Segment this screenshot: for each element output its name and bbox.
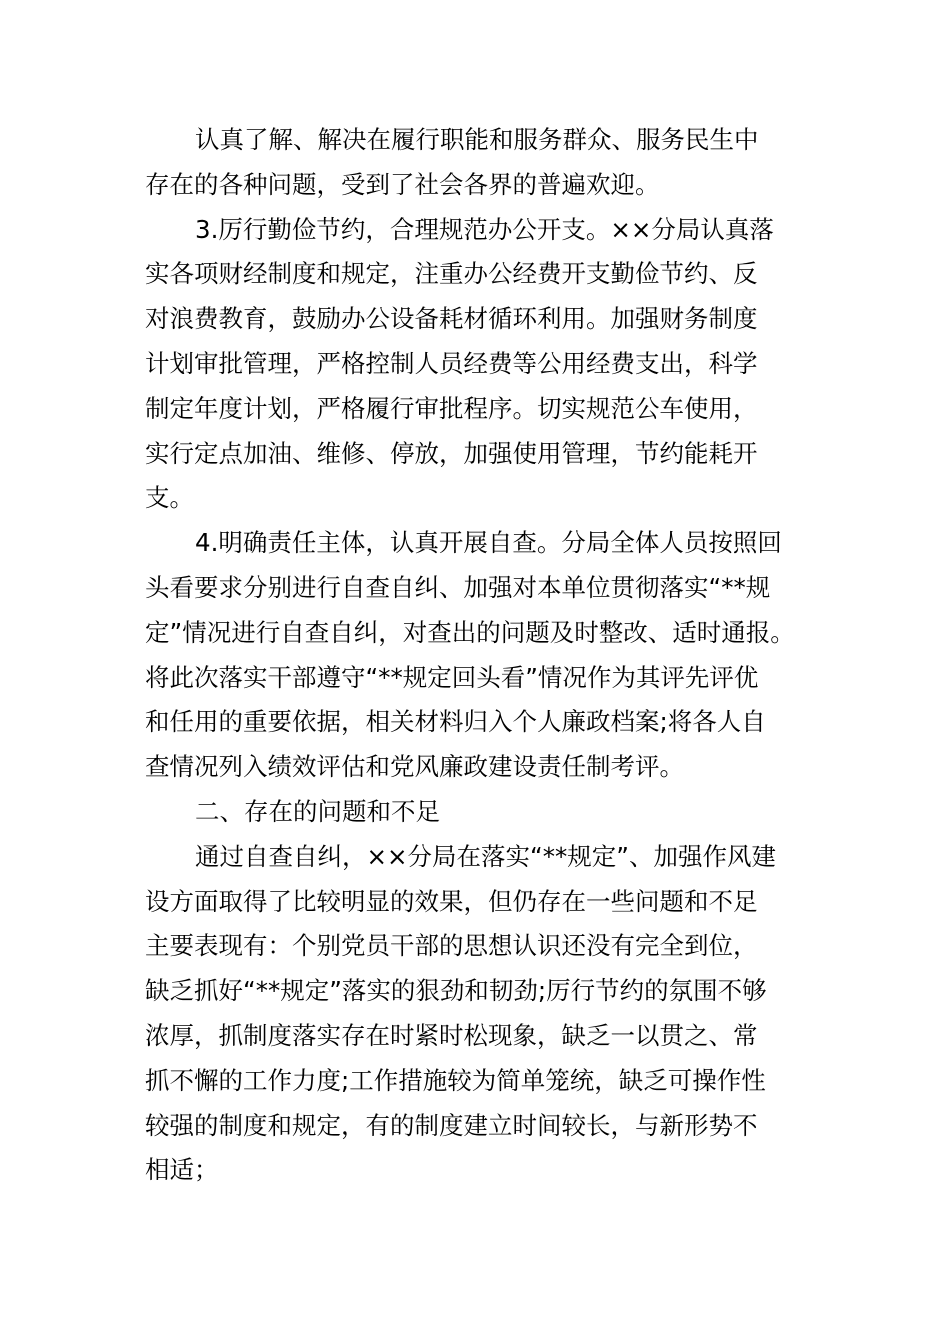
text-line: 制定年度计划，严格履行审批程序。切实规范公车使用， bbox=[145, 393, 758, 423]
text-line: 和任用的重要依据，相关材料归入个人廉政档案;将各人自 bbox=[145, 707, 766, 737]
text-line: 计划审批管理，严格控制人员经费等公用经费支出，科学 bbox=[145, 348, 758, 378]
text-line: 定”情况进行自查自纠，对查出的问题及时整改、适时通报。 bbox=[145, 617, 795, 647]
text-line: 主要表现有：个别党员干部的思想认识还没有完全到位， bbox=[145, 931, 758, 961]
text-line: 缺乏抓好“**规定”落实的狠劲和韧劲;厉行节约的氛围不够 bbox=[145, 976, 767, 1006]
text-line: 通过自查自纠，××分局在落实“**规定”、加强作风建 bbox=[195, 841, 776, 871]
text-line: 实行定点加油、维修、停放，加强使用管理，节约能耗开 bbox=[145, 438, 758, 468]
document-body bbox=[145, 118, 813, 1193]
text-line: 头看要求分别进行自查自纠、加强对本单位贯彻落实“**规 bbox=[145, 572, 771, 602]
section-heading: 二、存在的问题和不足 bbox=[195, 796, 440, 826]
text-line: 抓不懈的工作力度;工作措施较为简单笼统，缺乏可操作性 bbox=[145, 1065, 766, 1095]
text-line: 支。 bbox=[145, 483, 194, 513]
text-line: 存在的各种问题，受到了社会各界的普遍欢迎。 bbox=[145, 169, 660, 199]
text-line: 对浪费教育，鼓励办公设备耗材循环利用。加强财务制度 bbox=[145, 304, 758, 334]
text-line: 认真了解、解决在履行职能和服务群众、服务民生中 bbox=[195, 125, 759, 154]
text-line: 浓厚，抓制度落实存在时紧时松现象，缺乏一以贯之、常 bbox=[145, 1020, 758, 1050]
text-line: 较强的制度和规定，有的制度建立时间较长，与新形势不 bbox=[145, 1110, 758, 1140]
text-line: 设方面取得了比较明显的效果，但仍存在一些问题和不足 bbox=[145, 886, 758, 916]
text-line: 相适； bbox=[145, 1155, 219, 1185]
text-line: 实各项财经制度和规定，注重办公经费开支勤俭节约、反 bbox=[145, 259, 758, 289]
text-line: 将此次落实干部遵守“**规定回头看”情况作为其评先评优 bbox=[145, 662, 759, 692]
text-line: 4.明确责任主体，认真开展自查。分局全体人员按照回 bbox=[195, 528, 782, 558]
text-line: 3.厉行勤俭节约，合理规范办公开支。××分局认真落 bbox=[195, 214, 774, 244]
text-line: 查情况列入绩效评估和党风廉政建设责任制考评。 bbox=[145, 752, 684, 782]
